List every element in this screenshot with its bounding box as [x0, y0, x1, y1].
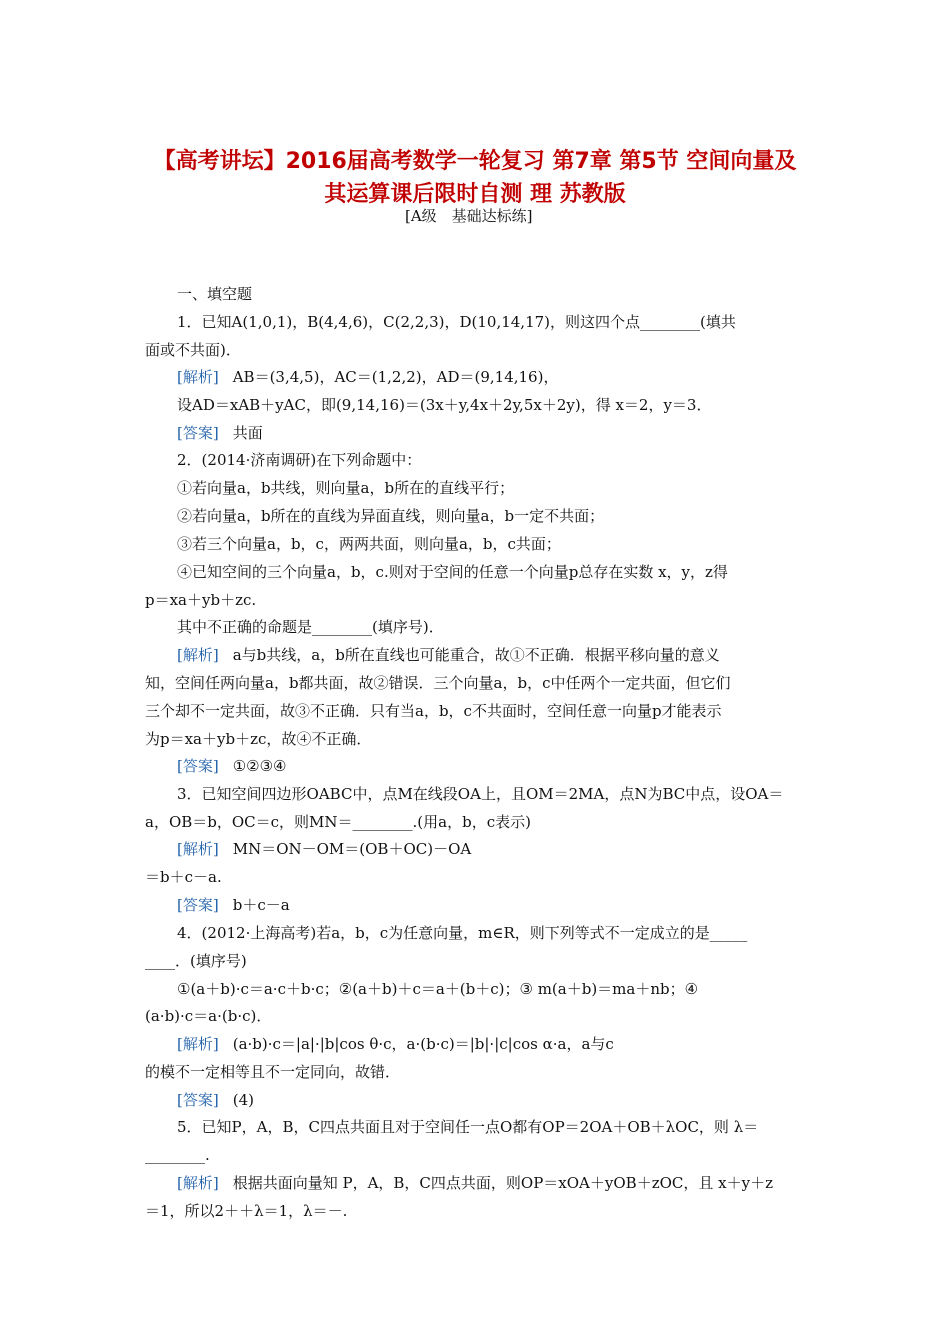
q5-analysis-line2: ＝1，所以2＋＋λ＝1，λ＝－. [145, 1202, 348, 1220]
q5-analysis [177, 1173, 773, 1193]
q1-answer-text: 共面 [232, 424, 263, 442]
analysis-tag: [解析] [177, 1174, 219, 1192]
q2-line2: ①若向量a，b共线，则向量a，b所在的直线平行； [177, 479, 515, 497]
q4-analysis [177, 1034, 614, 1054]
answer-tag: [答案] [177, 424, 219, 442]
answer-tag: [答案] [177, 757, 219, 775]
q1-line1: 1．已知A(1,0,1)，B(4,4,6)，C(2,2,3)，D(10,14,17)，则这四个点________(填共 [177, 313, 736, 331]
doc-title-line2: 其运算课后限时自测 理 苏教版 [324, 182, 626, 207]
q3-line1: 3．已知空间四边形OABC中，点M在线段OA上，且OM＝2MA，点N为BC中点，设OA＝ [177, 785, 784, 803]
q1-analysis-text1: AB＝(3,4,5)，AC＝(1,2,2)，AD＝(9,14,16)， [232, 368, 559, 386]
analysis-tag: [解析] [177, 368, 219, 386]
q2-line5: ④已知空间的三个向量a，b，c.则对于空间的任意一个向量p总存在实数 x，y，z得 [177, 563, 728, 581]
q2-line6: p＝xa＋yb＋zc. [145, 591, 257, 609]
q4-line2: ____．(填序号) [145, 952, 247, 970]
q3-analysis-text1: MN＝ON－OM＝(OB＋OC)－OA [232, 840, 472, 858]
q2-analysis-line3: 三个却不一定共面，故③不正确．只有当a，b，c不共面时，空间任意一向量p才能表示 [145, 702, 722, 720]
doc-title-line1: 【高考讲坛】2016届高考数学一轮复习 第7章 第5节 空间向量及 [153, 149, 797, 174]
analysis-tag: [解析] [177, 840, 219, 858]
q2-line7: 其中不正确的命题是________(填序号)． [177, 618, 444, 636]
q5-line2: ________. [145, 1146, 210, 1164]
q4-analysis-line2: 的模不一定相等且不一定同向，故错． [145, 1063, 401, 1081]
q1-line2: 面或不共面)． [145, 341, 241, 359]
q5-analysis-text1: 根据共面向量知 P，A，B，C四点共面，则OP＝xOA＋yOB＋zOC，且 x＋y＋z [232, 1174, 773, 1192]
q2-analysis [177, 645, 720, 665]
q1-analysis [177, 367, 558, 387]
q2-answer-text: ①②③④ [232, 757, 287, 775]
q2-analysis-text1: a与b共线，a，b所在直线也可能重合，故①不正确．根据平移向量的意义 [232, 646, 720, 664]
q3-answer-text: b＋c－a [232, 896, 290, 914]
answer-tag: [答案] [177, 896, 219, 914]
q5-line1: 5．已知P，A，B，C四点共面且对于空间任一点O都有OP＝2OA＋OB＋λOC，则 λ＝ [177, 1118, 759, 1136]
q4-answer-text: (4) [232, 1091, 254, 1109]
q2-line1: 2．(2014·济南调研)在下列命题中： [177, 451, 422, 469]
q3-analysis [177, 839, 471, 859]
q2-analysis-line2: 知，空间任两向量a，b都共面，故②错误．三个向量a，b，c中任两个一定共面，但它们 [145, 674, 731, 692]
q1-answer [177, 423, 263, 443]
q2-line4: ③若三个向量a，b，c，两两共面，则向量a，b，c共面； [177, 535, 561, 553]
q4-answer [177, 1090, 254, 1110]
q2-answer [177, 756, 287, 776]
answer-tag: [答案] [177, 1091, 219, 1109]
q4-analysis-text1: (a·b)·c＝|a|·|b|cos θ·c，a·(b·c)＝|b|·|c|cos α·a，a与c [232, 1035, 614, 1053]
q2-line3: ②若向量a，b所在的直线为异面直线，则向量a，b一定不共面； [177, 507, 605, 525]
q1-analysis-line2: 设AD＝xAB＋yAC，即(9,14,16)＝(3x＋y,4x＋2y,5x＋2y)，得 x＝2，y＝3． [177, 396, 712, 414]
q4-line3: ①(a＋b)·c＝a·c＋b·c；②(a＋b)＋c＝a＋(b＋c)；③ m(a＋b)＝ma＋nb；④ [177, 980, 699, 998]
q4-line4: (a·b)·c＝a·(b·c)． [145, 1007, 272, 1025]
level-heading: [A级 基础达标练] [405, 207, 533, 225]
q2-analysis-line4: 为p＝xa＋yb＋zc，故④不正确． [145, 730, 372, 748]
analysis-tag: [解析] [177, 1035, 219, 1053]
q4-line1: 4．(2012·上海高考)若a，b，c为任意向量，m∈R，则下列等式不一定成立的是_____ [177, 924, 748, 942]
analysis-tag: [解析] [177, 646, 219, 664]
q3-answer [177, 895, 290, 915]
section-heading: 一、填空题 [177, 285, 253, 303]
q3-analysis-line2: ＝b＋c－a. [145, 868, 222, 886]
q3-line2: a，OB＝b，OC＝c，则MN＝________.(用a，b，c表示) [145, 813, 531, 831]
